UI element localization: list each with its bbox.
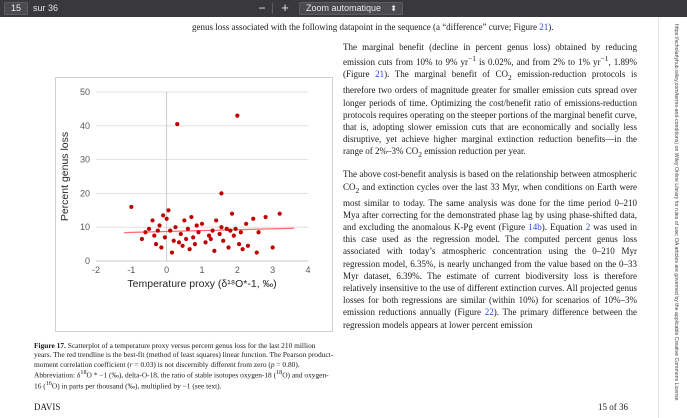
data-point <box>256 230 260 234</box>
data-point <box>156 228 160 232</box>
data-point <box>218 232 222 236</box>
data-point <box>188 247 192 251</box>
page-number-input[interactable]: 15 <box>4 2 28 15</box>
figure-caption: Figure 17. Scatterplot of a temperature proxy versus percent genus loss for the last 210 million years. The red trendline is the best-fit (method of least squares) linear function. The Pearson product-moment correlation coefficient (r = 0.03) is not discernibly different from zero (p = 0.80). Abbreviation: $\delta^{18}O * -1$ (‰), delta-O-18, the ratio of stable isotopes oxygen-18 ($^{18}$O) and oxygen-16 ($^{16}$O) in parts per thousand (‰), multiplied by −1 (see text). <box>34 341 334 391</box>
data-point <box>154 242 158 246</box>
data-point <box>150 218 154 222</box>
figure-17-chart <box>55 77 333 332</box>
data-point <box>143 230 147 234</box>
chevron-updown-icon: ⬍ <box>390 4 397 13</box>
data-point <box>264 215 268 219</box>
x-tick-label: 1 <box>199 265 205 275</box>
data-point <box>184 237 188 241</box>
data-point <box>219 191 223 195</box>
data-point <box>235 114 239 118</box>
chart-points <box>129 114 282 255</box>
data-point <box>172 239 176 243</box>
x-axis-label: Temperature proxy (δ¹⁸O*-1, ‰) <box>127 278 277 290</box>
data-point <box>158 223 162 227</box>
data-point <box>170 250 174 254</box>
data-point <box>239 230 243 234</box>
data-point <box>255 250 259 254</box>
data-point <box>214 218 218 222</box>
data-point <box>189 215 193 219</box>
data-point <box>232 234 236 238</box>
data-point <box>193 242 197 246</box>
data-point <box>203 240 207 244</box>
data-point <box>168 228 172 232</box>
data-point <box>211 228 215 232</box>
side-license-strip <box>658 18 687 418</box>
toolbar-divider <box>272 3 273 14</box>
data-point <box>182 218 186 222</box>
x-tick-label: 4 <box>305 265 311 275</box>
chart-tick-labels <box>80 87 311 275</box>
data-point <box>163 235 167 239</box>
data-point <box>147 227 151 231</box>
data-point <box>179 232 183 236</box>
pdf-toolbar <box>0 0 687 17</box>
data-point <box>241 247 245 251</box>
data-point <box>175 122 179 126</box>
data-point <box>195 223 199 227</box>
data-point <box>226 245 230 249</box>
license-text: https://scholarlyhub.wiley.com/terms-and-conditions) on Wiley Online Library for rules of use; OA articles are governed by the applicable Creative Commons License <box>673 24 679 401</box>
data-point <box>200 222 204 226</box>
x-tick-label: -1 <box>127 265 136 275</box>
y-tick-label: 30 <box>79 154 90 165</box>
data-point <box>191 235 195 239</box>
zoom-select-value: Zoom automatique <box>306 3 382 13</box>
figure-21-link-2[interactable]: 21 <box>375 69 385 80</box>
data-point <box>246 244 250 248</box>
data-point <box>212 249 216 253</box>
paragraph-cost-benefit: The above cost-benefit analysis is based on the relationship between atmospheric $CO_2$ and extinction cycles over the last 33 Myr, when conditions on Earth were most similar to today. The same analysis was done for the time period 0–210 Mya after correcting for the demonstrated phase lag by using phase-shifted data, and excluding the anomalous K-Pg event (Figure 14b). Equation 2 was used in this case used as the regression model. The computed percent genus loss associated with today’s atmospheric concentration using the 0–210 Myr regression model, 6.35%, is nearly unchanged from the value based on the 0–33 Myr dataset, 6.39%. The estimate of current biodiversity loss is therefore relatively insensitive to the use of different extinction curves. All projected genus losses for both regressions are similar (within 10%) for scenarios of 10%–3% emission reductions annually (Figure 22). The primary difference between the regression models appears at lower percent emission <box>343 169 638 330</box>
page-count-label: sur 36 <box>33 3 59 13</box>
data-point <box>152 234 156 238</box>
data-point <box>237 242 241 246</box>
data-point <box>228 228 232 232</box>
data-point <box>173 225 177 229</box>
data-point <box>161 213 165 217</box>
data-point <box>209 237 213 241</box>
y-tick-label: 50 <box>79 87 90 97</box>
data-point <box>186 227 190 231</box>
data-point <box>177 240 181 244</box>
chart-gridlines <box>96 92 308 261</box>
footer-page-number: 15 of 36 <box>598 402 628 412</box>
x-tick-label: 3 <box>270 265 276 275</box>
data-point <box>166 208 170 212</box>
data-point <box>278 212 282 216</box>
data-point <box>159 245 163 249</box>
scatter-plot <box>56 78 334 333</box>
chart-axes <box>96 92 308 261</box>
figure-21-link[interactable]: 21 <box>539 22 549 32</box>
figure-14b-link[interactable]: 14b <box>528 222 542 233</box>
x-tick-label: 0 <box>164 265 170 275</box>
data-point <box>219 225 223 229</box>
caption-label: Figure 17. <box>34 341 66 350</box>
zoom-in-button[interactable]: + <box>281 0 289 15</box>
x-tick-label: -2 <box>91 265 101 275</box>
paragraph-marginal-benefit: The marginal benefit (decline in percent genus loss) obtained by reducing emission cuts from 10% to 9% $yr^{-1}$ is 0.02%, and from 2% to 1% $yr^{-1}$, 1.89% (Figure 21). The marginal benefit of $CO_2$ emission-reduction protocols is therefore two orders of magnitude greater for smaller emission cuts spread over longer periods of time. Optimizing the cost/benefit ratio of emissions-reduction protocols requires operating on the steeper portions of the marginal benefit curve, that is, adopting slower emission cuts that are economically and socially less disruptive, yet achieve higher marginal extinction reduction benefits—in the range of 2%–3% $CO_2$ emission reduction per year. <box>343 42 638 160</box>
equation-2-link[interactable]: 2 <box>585 222 591 233</box>
zoom-out-button[interactable]: − <box>258 1 266 15</box>
x-tick-label: 2 <box>234 265 240 275</box>
y-tick-label: 10 <box>79 222 90 233</box>
data-point <box>221 239 225 243</box>
zoom-select[interactable] <box>299 2 403 15</box>
data-point <box>233 227 237 231</box>
y-tick-label: 0 <box>84 256 90 266</box>
y-tick-label: 40 <box>79 120 90 131</box>
data-point <box>244 222 248 226</box>
data-point <box>180 244 184 248</box>
figure-22-link[interactable]: 22 <box>484 307 494 318</box>
footer-author: DAVIS <box>34 402 61 412</box>
data-point <box>230 212 234 216</box>
data-point <box>271 245 275 249</box>
data-point <box>140 237 144 241</box>
y-axis-label: Percent genus loss <box>59 131 71 222</box>
top-text-line: genus loss associated with the following datapoint in the sequence (a “difference” curve; Figure 21). <box>192 22 554 32</box>
data-point <box>165 217 169 221</box>
y-tick-label: 20 <box>79 188 90 199</box>
data-point <box>129 205 133 209</box>
data-point <box>196 230 200 234</box>
data-point <box>251 217 255 221</box>
body-text-column <box>343 41 637 338</box>
